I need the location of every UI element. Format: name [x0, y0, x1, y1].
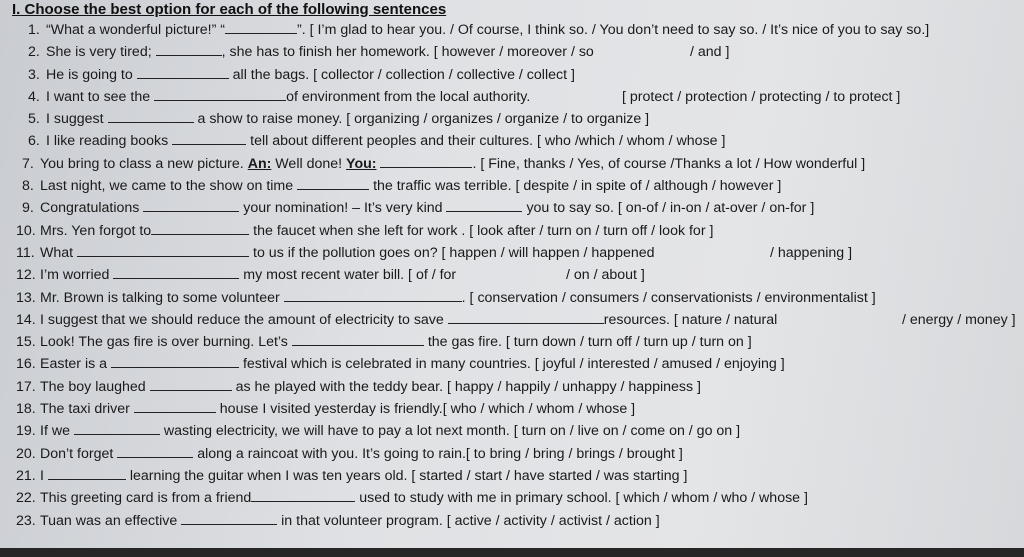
question-number: 17. — [16, 378, 36, 395]
question-options: used to study with me in primary school. [ which / whom / who / whose ] — [359, 490, 808, 507]
question-text: If we — [40, 423, 70, 440]
answer-blank[interactable] — [156, 41, 222, 56]
question-number: 15. — [16, 334, 36, 351]
question-number: 1. — [28, 22, 40, 38]
question-options: you to say so. [ on-of / in-on / at-over / on-for ] — [526, 200, 815, 217]
question-text-continued: , she has to finish her homework. [ however / moreover / so — [221, 44, 594, 61]
question-options: tell about different peoples and their cultures. [ who /which / whom / whose ] — [250, 133, 726, 150]
question-text-continued: resources. [ nature / natural — [603, 311, 778, 328]
speaker-label-you: You: — [346, 155, 377, 172]
question-number: 19. — [16, 423, 36, 440]
question-number: 4. — [28, 88, 40, 105]
question-number: 10. — [16, 222, 36, 239]
question-number: 16. — [16, 356, 36, 373]
question-text: The taxi driver — [40, 401, 130, 418]
question-number: 13. — [16, 289, 36, 306]
question-options: house I visited yesterday is friendly.[ who / which / whom / whose ] — [219, 401, 636, 418]
question-19 — [0, 420, 1024, 442]
question-text: I — [40, 467, 44, 484]
question-number: 20. — [16, 445, 36, 462]
question-options: the gas fire. [ turn down / turn off / turn up / turn on ] — [427, 334, 752, 351]
question-options: a show to raise money. [ organizing / organizes / organize / to organize ] — [197, 111, 650, 128]
question-13 — [0, 287, 1024, 309]
question-options: in that volunteer program. [ active / activity / activist / action ] — [281, 512, 660, 529]
question-options: along a raincoat with you. It’s going to rain.[ to bring / bring / brings / brought ] — [197, 445, 683, 462]
question-text: She is very tired; — [46, 44, 152, 61]
question-text: He is going to — [46, 66, 133, 83]
speaker-line: Well done! — [275, 155, 343, 172]
question-number: 8. — [22, 178, 34, 195]
answer-blank[interactable] — [154, 86, 286, 101]
question-number: 6. — [28, 133, 40, 150]
question-2 — [0, 41, 1024, 63]
question-text: This greeting card is from a friend — [40, 490, 252, 507]
question-text: Mrs. Yen forgot to — [40, 222, 152, 239]
question-options: / on / about ] — [566, 267, 645, 284]
question-number: 21. — [16, 467, 36, 484]
answer-blank[interactable] — [117, 443, 193, 458]
answer-blank[interactable] — [77, 242, 249, 257]
question-text: I want to see the — [46, 88, 151, 105]
question-10 — [0, 220, 1024, 242]
question-options: all the bags. [ collector / collection / collective / collect ] — [232, 66, 575, 83]
question-options: festival which is celebrated in many countries. [ joyful / interested / amused / enjoying ] — [242, 356, 785, 373]
answer-blank[interactable] — [143, 197, 239, 212]
question-text: What — [40, 244, 74, 261]
question-3 — [0, 64, 1024, 86]
question-text-continued: to us if the pollution goes on? [ happen / will happen / happened — [253, 244, 655, 261]
question-number: 9. — [22, 200, 34, 217]
question-options: / energy / money ] — [902, 311, 1016, 328]
question-options: / happening ] — [770, 244, 853, 261]
question-number: 23. — [16, 512, 36, 529]
question-23 — [0, 510, 1024, 532]
question-14 — [0, 309, 1024, 331]
question-number: 2. — [28, 44, 40, 61]
question-20 — [0, 443, 1024, 465]
question-9 — [0, 197, 1024, 219]
question-text-continued: of environment from the local authority. — [286, 88, 531, 105]
answer-blank[interactable] — [150, 376, 232, 391]
question-number: 14. — [16, 311, 36, 328]
question-text-continued: my most recent water bill. [ of / for — [243, 267, 457, 284]
question-1 — [0, 19, 1024, 41]
answer-blank[interactable] — [151, 220, 249, 235]
question-text: The boy laughed — [40, 378, 146, 395]
question-number: 5. — [28, 111, 40, 128]
question-text: I’m worried — [40, 267, 110, 284]
question-text: Last night, we came to the show on time — [40, 178, 294, 195]
question-text: Congratulations — [40, 200, 140, 217]
question-options: the faucet when she left for work . [ look after / turn on / turn off / look for ] — [253, 222, 714, 239]
question-17 — [0, 376, 1024, 398]
question-options: / and ] — [690, 44, 730, 61]
answer-blank[interactable] — [181, 510, 277, 525]
question-list — [0, 19, 1024, 532]
question-text: Look! The gas fire is over burning. Let’s — [40, 334, 288, 351]
question-15 — [0, 331, 1024, 353]
answer-blank[interactable] — [380, 153, 472, 168]
answer-blank[interactable] — [284, 287, 462, 302]
question-number: 12. — [16, 267, 36, 284]
answer-blank[interactable] — [134, 398, 216, 413]
question-number: 3. — [28, 66, 40, 83]
question-text-continued: your nomination! – It’s very kind — [243, 200, 443, 217]
answer-blank[interactable] — [292, 331, 424, 346]
answer-blank[interactable] — [297, 175, 369, 190]
answer-blank[interactable] — [137, 64, 229, 79]
question-text: I suggest that we should reduce the amount of electricity to save — [40, 311, 444, 328]
answer-blank-2[interactable] — [446, 197, 522, 212]
question-text: I like reading books — [46, 133, 169, 150]
answer-blank[interactable] — [74, 420, 160, 435]
question-text: “What a wonderful picture!” “ — [46, 22, 225, 38]
question-text: You bring to class a new picture. — [40, 155, 244, 172]
question-21 — [0, 465, 1024, 487]
question-number: 11. — [16, 244, 35, 261]
question-options: . [ conservation / consumers / conservationists / environmentalist ] — [461, 289, 876, 306]
question-options: the traffic was terrible. [ despite / in spite of / although / however ] — [373, 178, 782, 195]
question-text: Easter is a — [40, 356, 108, 373]
speaker-label-an: An: — [247, 155, 272, 172]
question-options: as he played with the teddy bear. [ happy / happily / unhappy / happiness ] — [235, 378, 701, 395]
answer-blank[interactable] — [172, 130, 246, 145]
question-6 — [0, 130, 1024, 152]
question-11 — [0, 242, 1024, 264]
question-12 — [0, 264, 1024, 286]
background-edge — [0, 548, 1024, 557]
question-options: . [ Fine, thanks / Yes, of course /Thanks a lot / How wonderful ] — [472, 155, 866, 172]
answer-blank[interactable] — [225, 19, 297, 34]
answer-blank[interactable] — [108, 108, 194, 123]
question-text: I suggest — [46, 111, 104, 128]
answer-blank[interactable] — [251, 487, 355, 502]
question-options: ”. [ I’m glad to hear you. / Of course, I think so. / You don’t need to say so. / It’s nice of you to say so.] — [297, 22, 930, 38]
answer-blank[interactable] — [448, 309, 604, 324]
question-options: [ protect / protection / protecting / to protect ] — [622, 88, 901, 105]
question-number: 22. — [16, 490, 36, 507]
question-16 — [0, 353, 1024, 375]
answer-blank[interactable] — [111, 353, 239, 368]
section-title: I. Choose the best option for each of the following sentences — [12, 1, 447, 18]
question-options: learning the guitar when I was ten years old. [ started / start / have started / was starting ] — [129, 467, 688, 484]
question-text: Mr. Brown is talking to some volunteer — [40, 289, 280, 306]
question-options: wasting electricity, we will have to pay a lot next month. [ turn on / live on / come on / go on ] — [163, 423, 741, 440]
question-7 — [0, 153, 1024, 175]
question-22 — [0, 487, 1024, 509]
answer-blank[interactable] — [48, 465, 126, 480]
question-number: 7. — [22, 155, 34, 172]
question-number: 18. — [16, 401, 36, 418]
question-text: Tuan was an effective — [40, 512, 178, 529]
question-text: Don’t forget — [40, 445, 114, 462]
answer-blank[interactable] — [113, 264, 239, 279]
question-18 — [0, 398, 1024, 420]
question-5 — [0, 108, 1024, 130]
question-8 — [0, 175, 1024, 197]
question-4 — [0, 86, 1024, 108]
